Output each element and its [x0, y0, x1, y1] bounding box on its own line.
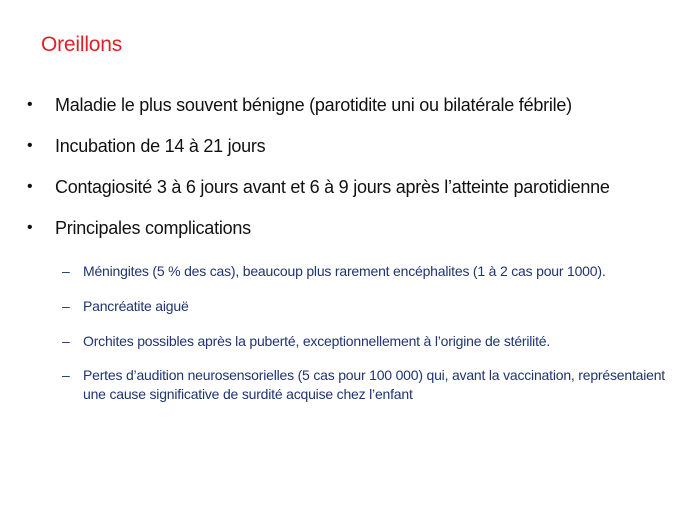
complication-text: Orchites possibles après la puberté, exceptionnellement à l’origine de stérilité. — [83, 333, 551, 349]
bullet-text: Incubation de 14 à 21 jours — [55, 136, 266, 156]
bullet-item — [27, 135, 677, 157]
bullet-list — [27, 94, 677, 239]
bullet-text: Principales complications — [55, 218, 251, 238]
dash-icon: – — [62, 333, 70, 349]
bullet-item — [27, 94, 677, 116]
bullet-icon: • — [27, 137, 33, 154]
bullet-item — [27, 176, 677, 198]
complication-item — [62, 332, 672, 351]
bullet-text: Contagiosité 3 à 6 jours avant et 6 à 9 jours après l’atteinte parotidienne — [55, 177, 610, 197]
complication-text: Pancréatite aiguë — [83, 298, 189, 314]
bullet-text: Maladie le plus souvent bénigne (parotidite uni ou bilatérale fébrile) — [55, 95, 572, 115]
complication-text: Pertes d’audition neurosensorielles (5 cas pour 100 000) qui, avant la vaccination, représentaient une cause significative de surdité acquise chez l’enfant — [83, 367, 665, 402]
complication-item — [62, 366, 672, 404]
dash-icon: – — [62, 298, 70, 314]
bullet-icon: • — [27, 219, 33, 236]
complication-text: Méningites (5 % des cas), beaucoup plus rarement encéphalites (1 à 2 cas pour 1000). — [83, 263, 606, 279]
complication-item — [62, 262, 672, 281]
dash-icon: – — [62, 367, 70, 383]
complications-list — [62, 262, 672, 404]
complication-item — [62, 297, 672, 316]
bullet-item — [27, 217, 677, 239]
slide-title: Oreillons — [41, 33, 123, 56]
dash-icon: – — [62, 263, 70, 279]
bullet-icon: • — [27, 96, 33, 113]
bullet-icon: • — [27, 178, 33, 195]
